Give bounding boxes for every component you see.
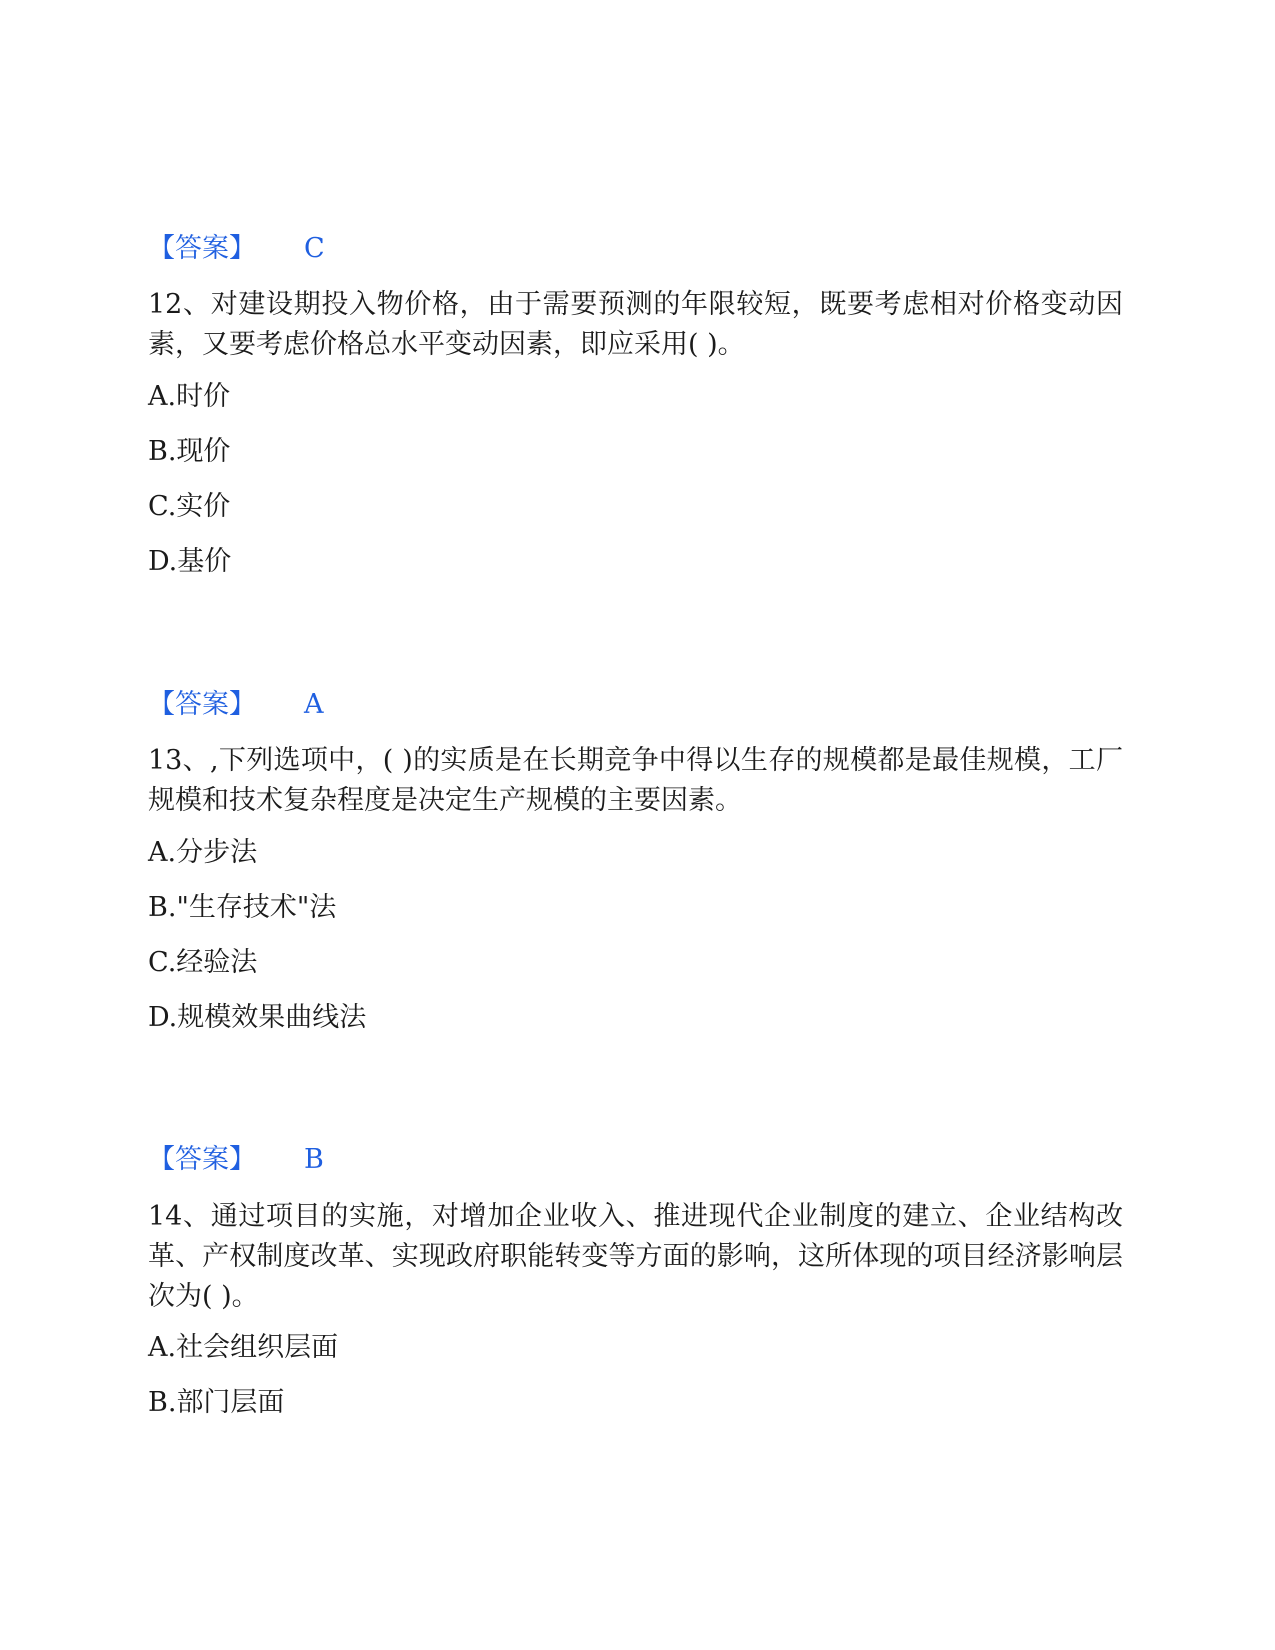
answer-value: C xyxy=(304,233,325,264)
q12-option-c xyxy=(148,490,230,524)
option-letter: D. xyxy=(148,1002,178,1033)
q12-option-d xyxy=(148,545,231,579)
option-text: "生存技术"法 xyxy=(176,892,337,923)
q12-option-b xyxy=(148,435,230,469)
q13-option-d xyxy=(148,1001,366,1035)
option-text: 时价 xyxy=(176,381,231,412)
option-letter: A. xyxy=(148,837,177,868)
answer-line-q12 xyxy=(148,688,324,722)
q13-option-a xyxy=(148,836,257,870)
q14-option-a xyxy=(148,1331,338,1365)
option-letter: B. xyxy=(148,892,177,923)
option-letter: D. xyxy=(148,546,178,577)
option-letter: C. xyxy=(148,947,177,978)
q13-option-c xyxy=(148,946,257,980)
q13-option-b xyxy=(148,891,336,925)
q12-option-a xyxy=(148,380,230,414)
question-14-text: 14、通过项目的实施，对增加企业收入、推进现代企业制度的建立、企业结构改革、产权制度改革、实现政府职能转变等方面的影响，这所体现的项目经济影响层次为( )。 xyxy=(148,1201,1123,1312)
answer-label: 【答案】 xyxy=(148,689,256,720)
answer-label: 【答案】 xyxy=(148,1144,256,1175)
answer-line-q11 xyxy=(148,232,325,266)
option-letter: B. xyxy=(148,436,177,467)
question-12-text: 12、对建设期投入物价格，由于需要预测的年限较短，既要考虑相对价格变动因素，又要考虑价格总水平变动因素，即应采用( )。 xyxy=(148,289,1123,360)
option-text: 实价 xyxy=(176,491,231,522)
answer-value: B xyxy=(304,1144,324,1175)
option-text: 经验法 xyxy=(176,947,258,978)
option-text: 部门层面 xyxy=(176,1387,285,1418)
answer-line-q13 xyxy=(148,1143,324,1177)
answer-value: A xyxy=(304,689,324,720)
answer-label: 【答案】 xyxy=(148,233,256,264)
option-text: 基价 xyxy=(177,546,232,577)
option-text: 社会组织层面 xyxy=(176,1332,339,1363)
option-letter: A. xyxy=(148,1332,177,1363)
option-letter: A. xyxy=(148,381,177,412)
question-13-text: 13、,下列选项中，( )的实质是在长期竞争中得以生存的规模都是最佳规模，工厂规模和技术复杂程度是决定生产规模的主要因素。 xyxy=(148,745,1123,816)
option-text: 分步法 xyxy=(176,837,258,868)
option-letter: B. xyxy=(148,1387,177,1418)
option-text: 规模效果曲线法 xyxy=(177,1002,367,1033)
option-letter: C. xyxy=(148,491,177,522)
document-page xyxy=(148,0,1128,1650)
option-text: 现价 xyxy=(176,436,231,467)
q14-option-b xyxy=(148,1386,284,1420)
